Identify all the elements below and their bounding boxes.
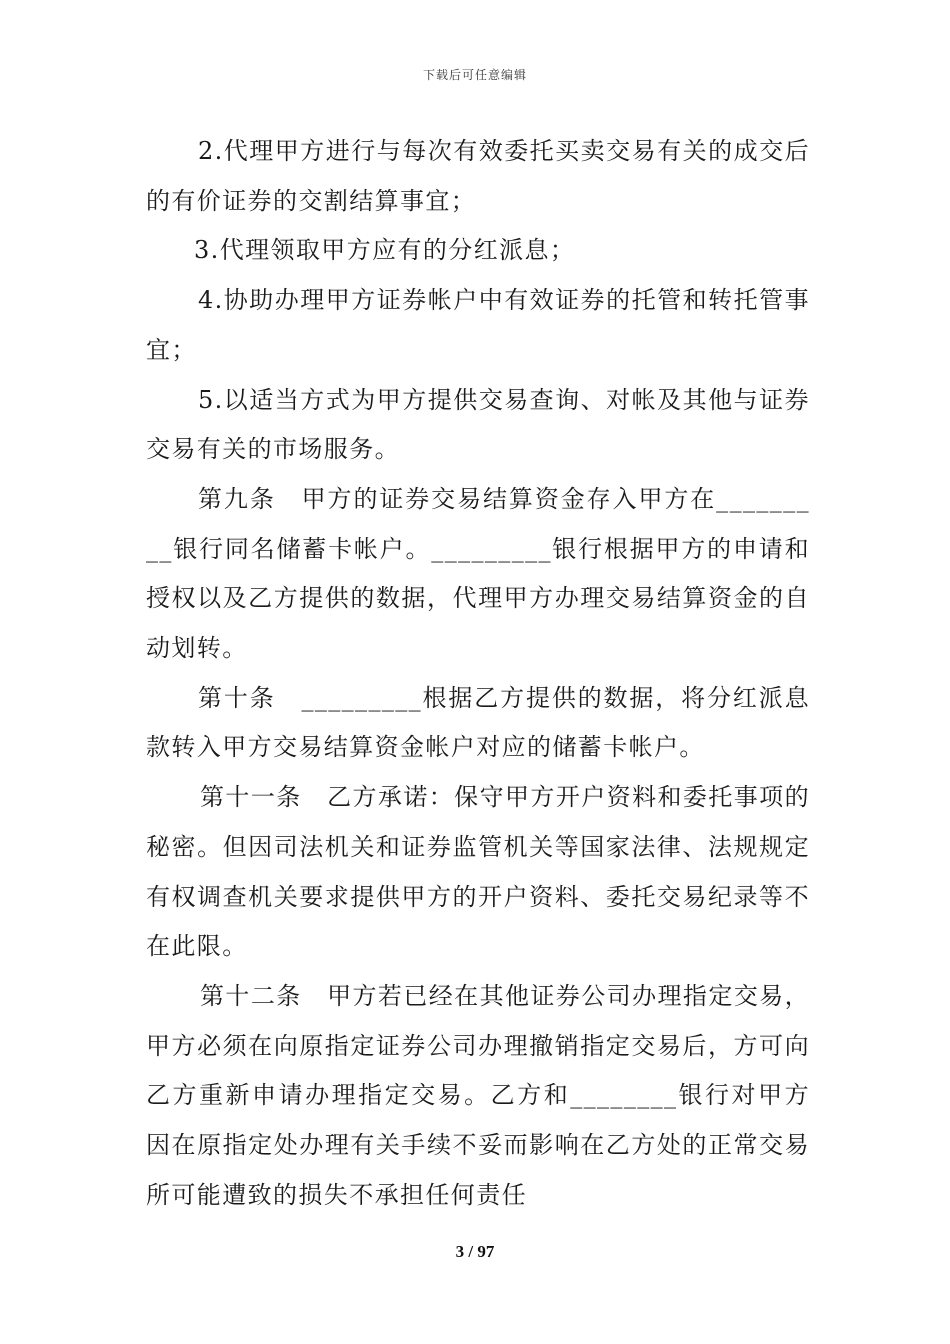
paragraph-article-12: 第十二条 甲方若已经在其他证券公司办理指定交易，甲方必须在向原指定证券公司办理撤销指定交易后，方可向乙方重新申请办理指定交易。乙方和________银行对甲方因在原指定处办理有关手续不妥而影响在乙方处的正常交易所可能遭致的损失不承担任何责任: [146, 981, 810, 1209]
paragraph-article-10: 第十条 _________根据乙方提供的数据，将分红派息款转入甲方交易结算资金帐户对应的储蓄卡帐户。: [146, 683, 810, 762]
paragraph-item-5: 5.以适当方式为甲方提供交易查询、对帐及其他与证券交易有关的市场服务。: [146, 385, 810, 464]
paragraph-item-3: 3.代理领取甲方应有的分红派息；: [194, 236, 576, 265]
paragraph-item-2: 2.代理甲方进行与每次有效委托买卖交易有关的成交后的有价证券的交割结算事宜；: [146, 137, 810, 215]
header-note: 下载后可任意编辑: [422, 68, 527, 82]
paragraph-article-9: 第九条 甲方的证券交易结算资金存入甲方在_________银行同名储蓄卡帐户。_________银行根据甲方的申请和授权以及乙方提供的数据，代理甲方办理交易结算资金的自动划转。: [146, 484, 810, 663]
paragraph-article-11: 第十一条 乙方承诺：保守甲方开户资料和委托事项的秘密。但因司法机关和证券监管机关等国家法律、法规规定有权调查机关要求提供甲方的开户资料、委托交易纪录等不在此限。: [146, 783, 810, 961]
paragraph-item-4: 4.协助办理甲方证券帐户中有效证券的托管和转托管事宜；: [146, 286, 810, 364]
page-number: 3 / 97: [455, 1242, 495, 1261]
document-body: [146, 127, 810, 1220]
